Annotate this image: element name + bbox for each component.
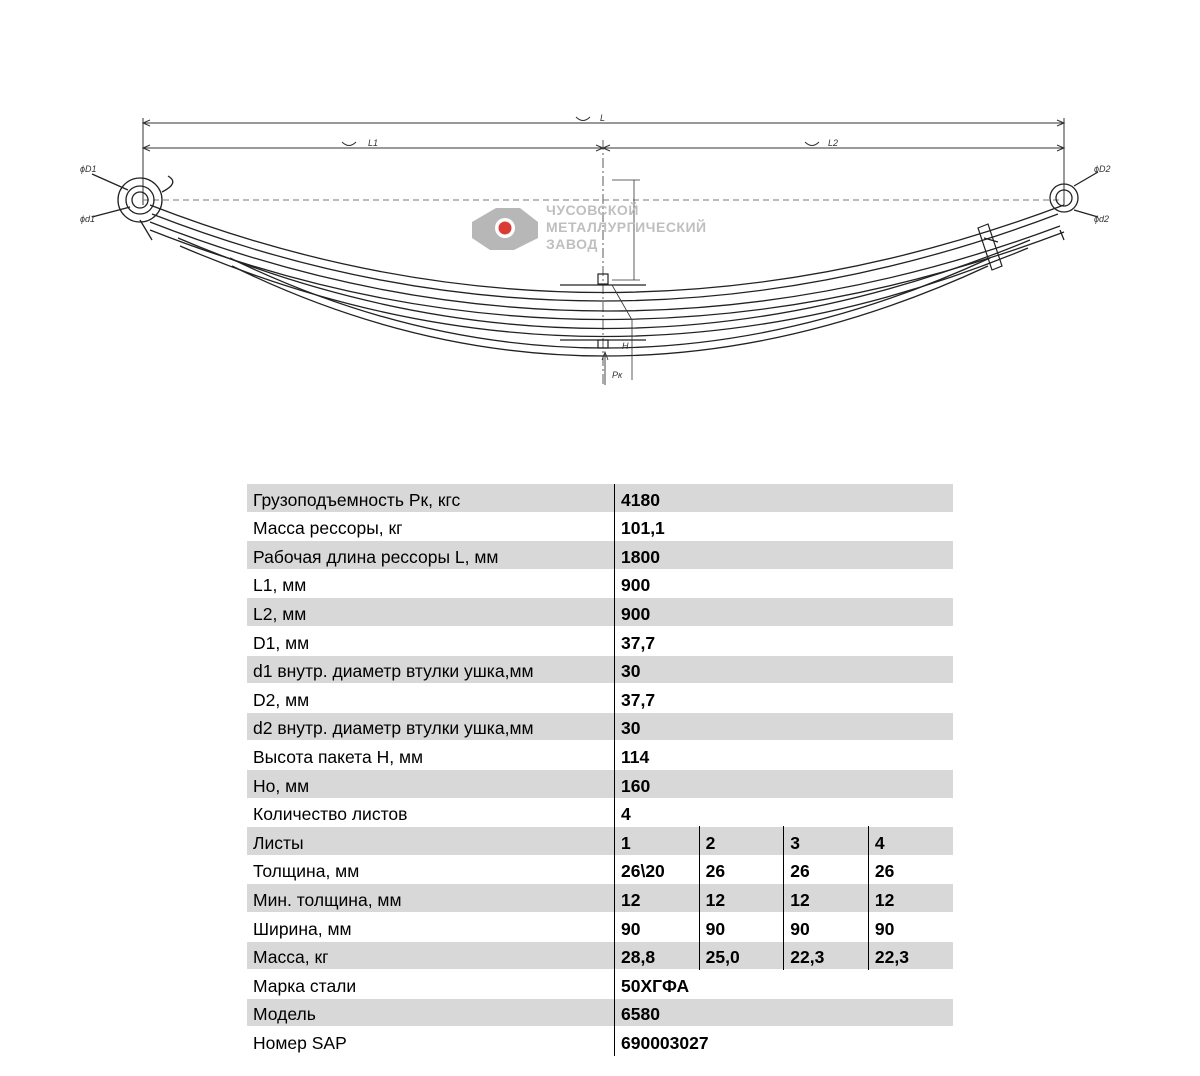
table-row <box>247 1027 953 1056</box>
table-row <box>247 998 953 1027</box>
row-label: Ширина, мм <box>253 918 352 939</box>
table-row <box>247 941 953 970</box>
table-row <box>247 855 953 884</box>
row-value: 37,7 <box>615 684 954 713</box>
leaf-cell: 28,8 <box>615 941 700 970</box>
leaf-cell: 90 <box>699 912 784 941</box>
row-value: 30 <box>615 712 954 741</box>
table-row <box>247 884 953 913</box>
dim-label-Pk: Pк <box>612 370 623 380</box>
dim-label-L1: L1 <box>368 138 379 148</box>
row-label: Ho, мм <box>247 769 615 798</box>
row-value: 101,1 <box>615 512 954 541</box>
row-label: D1, мм <box>253 632 310 653</box>
row-label: Листы <box>247 827 615 856</box>
row-value: 4180 <box>615 484 954 512</box>
row-label: Грузоподъемность Pк, кгс <box>247 484 615 512</box>
row-value: 1800 <box>615 541 954 570</box>
row-value: 50ХГФА <box>615 970 954 999</box>
table-row <box>247 712 953 741</box>
dimension-L1-L2 <box>143 118 1064 205</box>
row-label: Номер SAP <box>253 1032 347 1053</box>
row-label: L2, мм <box>247 598 615 627</box>
dim-label-L: L <box>600 113 606 123</box>
leaf-cell: 26\20 <box>615 855 700 884</box>
table-row <box>247 484 953 512</box>
logo-red-dot-icon <box>499 222 512 235</box>
table-row <box>247 769 953 798</box>
leaf-cell: 12 <box>699 884 784 913</box>
row-label: Модель <box>247 998 615 1027</box>
leaf-cell: 12 <box>784 884 869 913</box>
dim-label-L2: L2 <box>828 138 839 148</box>
logo-line-2: МЕТАЛЛУРГИЧЕСКИЙ <box>546 219 707 235</box>
company-logo <box>472 201 707 252</box>
row-value: 6580 <box>615 998 954 1027</box>
row-value: 900 <box>615 598 954 627</box>
row-label: Количество листов <box>253 804 408 825</box>
leaf-cell: 22,3 <box>784 941 869 970</box>
row-label: Высота пакета H, мм <box>253 746 424 767</box>
dim-label-D2: ϕD2 <box>1094 164 1111 174</box>
row-value: 160 <box>615 769 954 798</box>
leaf-cell: 2 <box>699 827 784 856</box>
row-value: 37,7 <box>615 626 954 655</box>
leaf-cell: 90 <box>615 912 700 941</box>
dim-label-H: H <box>622 341 629 351</box>
row-value: 690003027 <box>615 1027 954 1056</box>
right-eye <box>1050 172 1098 217</box>
row-label: D2, мм <box>253 689 310 710</box>
row-value: 900 <box>615 569 954 598</box>
leaf-cell: 26 <box>868 855 953 884</box>
dim-label-D1: ϕD1 <box>80 164 97 174</box>
spec-table <box>247 484 953 1056</box>
row-label: d1 внутр. диаметр втулки ушка,мм <box>247 655 615 684</box>
table-row <box>247 970 953 999</box>
row-label: L1, мм <box>253 575 307 596</box>
table-row <box>247 684 953 713</box>
row-label: Марка стали <box>253 975 357 996</box>
leaf-cell: 3 <box>784 827 869 856</box>
leaf-cell: 12 <box>868 884 953 913</box>
table-row <box>247 827 953 856</box>
row-label: Мин. толщина, мм <box>247 884 615 913</box>
table-row <box>247 598 953 627</box>
leaf-cell: 4 <box>868 827 953 856</box>
row-label: Рабочая длина рессоры L, мм <box>247 541 615 570</box>
leaf-cell: 90 <box>868 912 953 941</box>
row-label: Толщина, мм <box>253 861 360 882</box>
table-row <box>247 655 953 684</box>
row-value: 4 <box>615 798 954 827</box>
table-row <box>247 912 953 941</box>
table-row <box>247 626 953 655</box>
logo-line-1: ЧУСОВСКОЙ <box>546 202 639 218</box>
dim-label-d1: ϕd1 <box>80 214 96 224</box>
leaf-cell: 25,0 <box>699 941 784 970</box>
table-row <box>247 798 953 827</box>
leaf-cell: 90 <box>784 912 869 941</box>
row-value: 30 <box>615 655 954 684</box>
leaf-cell: 26 <box>784 855 869 884</box>
row-value: 114 <box>615 741 954 770</box>
left-eye <box>92 174 173 222</box>
table-row <box>247 512 953 541</box>
table-row <box>247 541 953 570</box>
leaf-spring-drawing <box>0 90 1200 410</box>
leaf-cell: 1 <box>615 827 700 856</box>
row-label: d2 внутр. диаметр втулки ушка,мм <box>247 712 615 741</box>
dim-label-d2: ϕd2 <box>1094 214 1110 224</box>
leaf-cell: 22,3 <box>868 941 953 970</box>
table-row <box>247 569 953 598</box>
leaf-cell: 12 <box>615 884 700 913</box>
leaf-cell: 26 <box>699 855 784 884</box>
logo-line-3: ЗАВОД <box>546 236 598 252</box>
row-label: Масса рессоры, кг <box>253 518 403 539</box>
table-row <box>247 741 953 770</box>
row-label: Масса, кг <box>247 941 615 970</box>
